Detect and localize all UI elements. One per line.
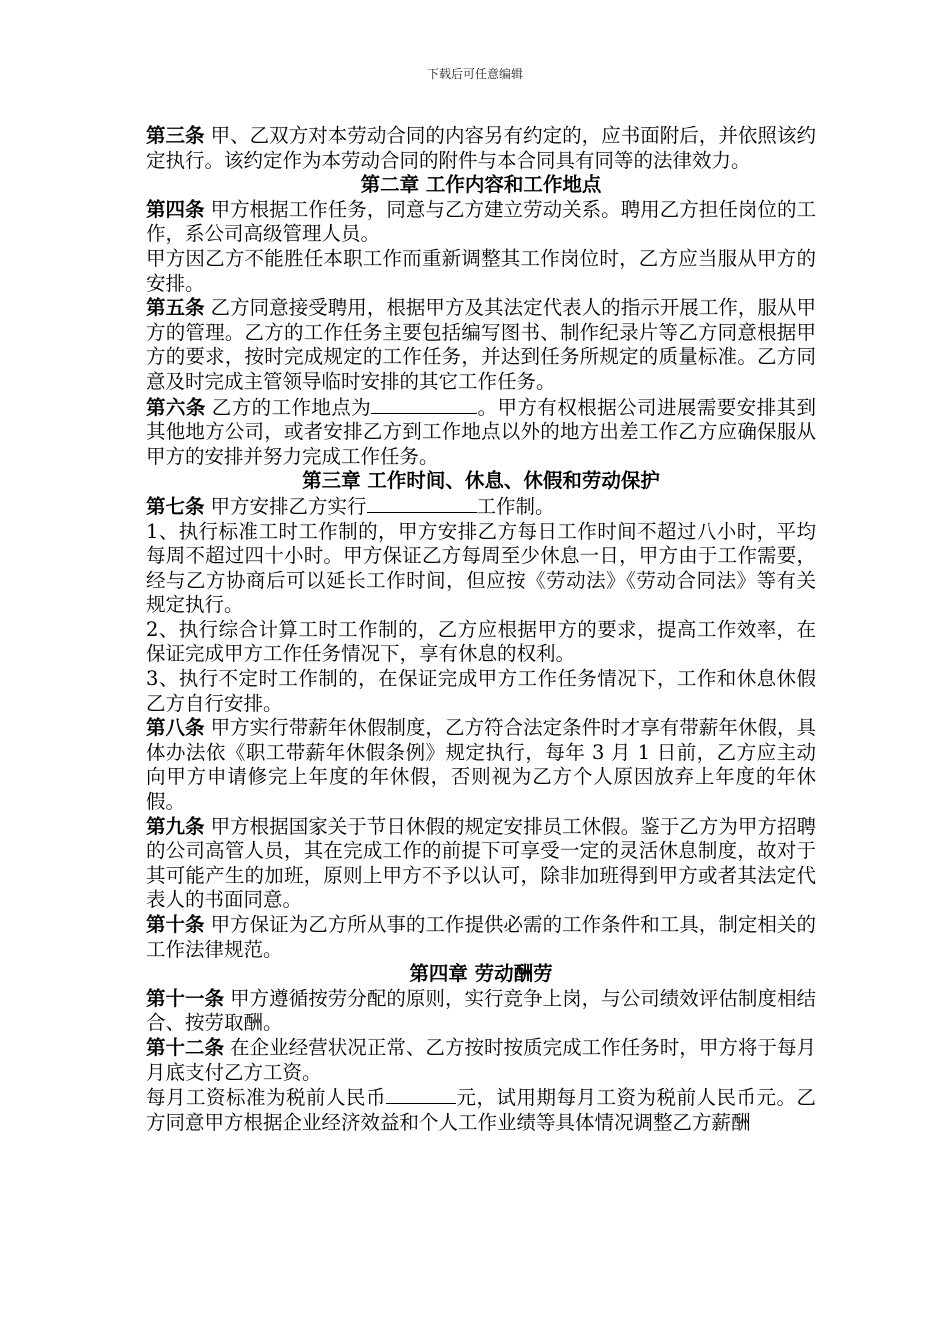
paragraph	[146, 198, 816, 247]
paragraph	[146, 494, 816, 520]
article-number: 第五条	[146, 296, 205, 320]
paragraph	[146, 1085, 816, 1135]
paragraph-text: 元，试用期每月工资为税前人民币元。乙方同意甲方根据企业经济效益和个人工作业绩等具体情况调整乙方薪酬	[146, 1086, 816, 1134]
paragraph-text: 3、执行不定时工作制的，在保证完成甲方工作任务情况下，工作和休息休假乙方自行安排。	[146, 667, 816, 715]
paragraph-text: 。甲方有权根据公司进展需要安排其到其他地方公司，或者安排乙方到工作地点以外的地方出差工作乙方应确保服从甲方的安排并努力完成工作任务。	[146, 395, 816, 468]
fill-in-blank	[386, 1085, 456, 1104]
paragraph	[146, 667, 816, 716]
article-number: 第四条	[146, 197, 205, 221]
paragraph	[146, 520, 816, 618]
paragraph	[146, 987, 816, 1036]
article-number: 第八条	[146, 716, 205, 740]
article-number: 第七条	[146, 494, 205, 518]
paragraph-text: 甲方因乙方不能胜任本职工作而重新调整其工作岗位时，乙方应当服从甲方的安排。	[146, 246, 816, 295]
fill-in-blank	[371, 395, 477, 414]
paragraph-text: 在企业经营状况正常、乙方按时按质完成工作任务时，甲方将于每月月底支付乙方工资。	[146, 1035, 816, 1084]
article-number: 第三条	[146, 124, 205, 147]
paragraph-text: 工作制。	[476, 494, 555, 518]
article-number: 第十条	[146, 913, 205, 936]
page-header: 下载后可任意编辑	[426, 67, 523, 81]
paragraph-text: 甲方根据国家关于节日休假的规定安排员工休假。鉴于乙方为甲方招聘的公司高管人员，其在完成工作的前提下可享受一定的灵活休息制度，故对于其可能产生的加班，原则上甲方不予以认可，除非加班得到甲方或者其法定代表人的书面同意。	[146, 814, 816, 912]
paragraph-text: 甲方安排乙方实行	[210, 494, 367, 518]
paragraph	[146, 815, 816, 913]
paragraph-text: 乙方同意接受聘用，根据甲方及其法定代表人的指示开展工作，服从甲方的管理。乙方的工作任务主要包括编写图书、制作纪录片等乙方同意根据甲方的要求，按时完成规定的工作任务，并达到任务所规定的质量标准。乙方同意及时完成主管领导临时安排的其它工作任务。	[146, 296, 816, 393]
document-body	[146, 124, 816, 1135]
chapter-heading: 第四章 劳动酬劳	[409, 962, 553, 986]
paragraph-text: 甲方遵循按劳分配的原则，实行竞争上岗，与公司绩效评估制度相结合、按劳取酬。	[146, 986, 816, 1035]
paragraph	[146, 618, 816, 667]
paragraph-text: 甲方保证为乙方所从事的工作提供必需的工作条件和工具，制定相关的工作法律规范。	[146, 913, 816, 961]
article-number: 第十二条	[146, 1035, 225, 1059]
article-number: 第六条	[146, 395, 206, 419]
chapter-heading: 第三章 工作时间、休息、休假和劳动保护	[302, 469, 660, 493]
paragraph	[146, 124, 816, 173]
paragraph-text: 乙方的工作地点为	[211, 395, 372, 419]
paragraph	[146, 296, 816, 394]
paragraph	[146, 716, 816, 814]
paragraph-text: 2、执行综合计算工时工作制的，乙方应根据甲方的要求，提高工作效率，在保证完成甲方工作任务情况下，享有休息的权利。	[146, 617, 816, 666]
fill-in-blank	[367, 494, 477, 513]
article-number: 第九条	[146, 814, 205, 838]
paragraph-text: 甲方根据工作任务，同意与乙方建立劳动关系。聘用乙方担任岗位的工作，系公司高级管理人员。	[146, 197, 816, 246]
paragraph	[146, 395, 816, 470]
paragraph-text: 甲方实行带薪年休假制度，乙方符合法定条件时才享有带薪年休假，具体办法依《职工带薪年休假条例》规定执行，每年 3 月 1 日前，乙方应主动向甲方申请修完上年度的年休假，否则视为乙方个人原因放弃上年度的年休假。	[146, 716, 816, 814]
paragraph-text: 1、执行标准工时工作制的，甲方安排乙方每日工作时间不超过八小时，平均每周不超过四十小时。甲方保证乙方每周至少休息一日，甲方由于工作需要，经与乙方协商后可以延长工作时间，但应按《劳动法》《劳动合同法》等有关规定执行。	[146, 519, 816, 617]
paragraph	[146, 247, 816, 296]
paragraph-text: 每月工资标准为税前人民币	[146, 1086, 386, 1110]
paragraph	[146, 1036, 816, 1085]
article-number: 第十一条	[146, 986, 225, 1010]
chapter-heading: 第二章 工作内容和工作地点	[360, 173, 602, 197]
paragraph-text: 甲、乙双方对本劳动合同的内容另有约定的，应书面附后，并依照该约定执行。该约定作为本劳动合同的附件与本合同具有同等的法律效力。	[146, 124, 816, 172]
paragraph	[146, 913, 816, 962]
